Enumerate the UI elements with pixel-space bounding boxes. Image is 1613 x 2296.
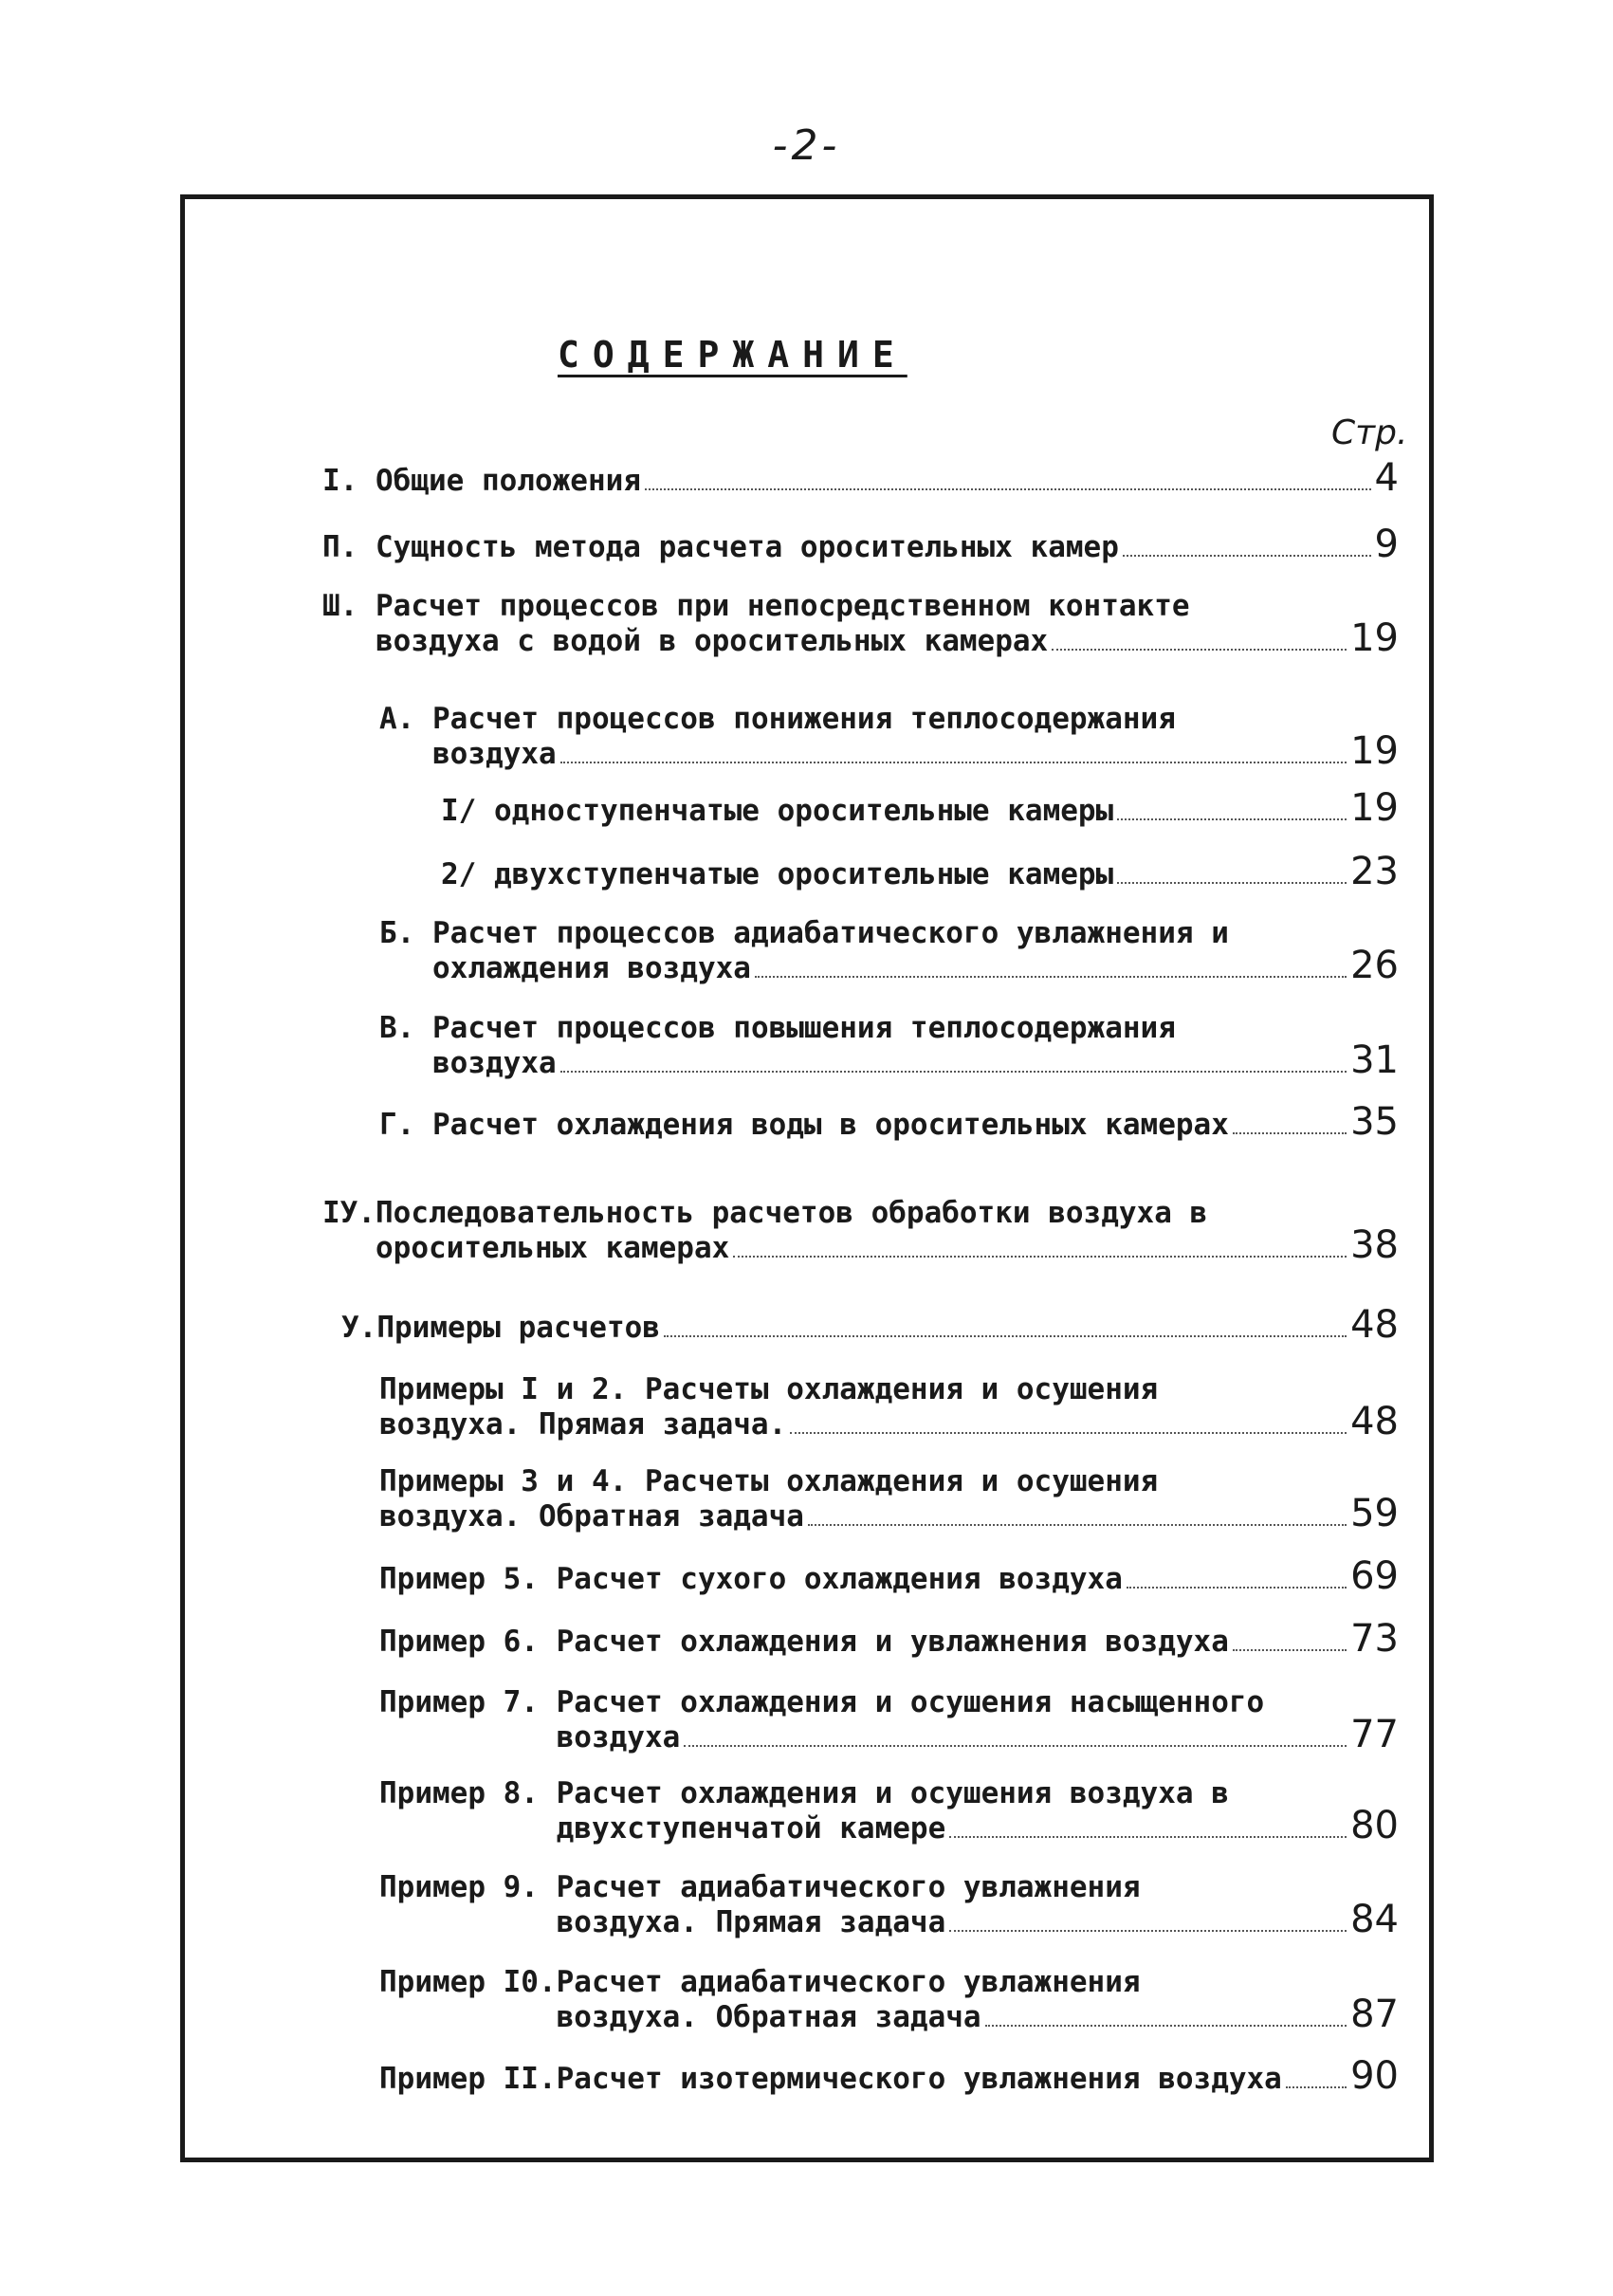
toc-entry-number: Пример I0. (379, 1965, 557, 1999)
toc-entry (441, 850, 1399, 893)
toc-entry-page: 19 (1350, 616, 1399, 660)
toc-entry-page: 4 (1374, 456, 1399, 500)
dot-leader (1123, 555, 1371, 557)
toc-entry (379, 1011, 1399, 1082)
toc-entry-number: I. (322, 464, 376, 498)
toc-entry-page: 77 (1350, 1713, 1399, 1756)
dot-leader (808, 1524, 1347, 1526)
dot-leader (684, 1745, 1347, 1747)
toc-entry-number: Б. (379, 916, 432, 950)
dot-leader (733, 1256, 1347, 1258)
toc-entry-title-line: Примеры расчетов (376, 1311, 660, 1345)
toc-entry-title-line: Расчет процессов повышения теплосодержания (432, 1011, 1176, 1045)
page-number: -2- (772, 121, 841, 170)
toc-entry (322, 456, 1399, 500)
toc-entry-number: Пример 7. (379, 1685, 557, 1719)
toc-entry-page: 19 (1350, 786, 1399, 830)
toc-entry (441, 786, 1399, 830)
toc-entry (379, 1870, 1399, 1941)
toc-entry-page: 31 (1350, 1038, 1399, 1082)
dot-leader (664, 1335, 1347, 1337)
toc-entry-number: Ш. (322, 589, 376, 623)
toc-entry-number: IУ. (322, 1196, 376, 1230)
toc-entry-number: Пример II. (379, 2062, 557, 2096)
dot-leader (1117, 818, 1347, 820)
toc-entry-title-line: воздуха. Обратная задача (556, 2000, 981, 2034)
dot-leader (790, 1432, 1347, 1434)
dot-leader (560, 1071, 1347, 1073)
toc-entry (379, 702, 1399, 773)
toc-entry (379, 1373, 1399, 1441)
toc-entry-number: Пример 8. (379, 1776, 557, 1810)
toc-entry (379, 1465, 1399, 1533)
toc-entry-title-line: Общие положения (376, 464, 641, 498)
dot-leader (1052, 649, 1347, 651)
toc-entry-page: 59 (1350, 1492, 1399, 1535)
toc-entry-page: 48 (1350, 1400, 1399, 1443)
toc-entry-title-line: воздуха. Обратная задача (379, 1499, 804, 1534)
toc-entry-number: Пример 9. (379, 1870, 557, 1904)
toc-entry-title-line: Расчет охлаждения и осушения воздуха в (556, 1776, 1229, 1810)
toc-entry (379, 1777, 1399, 1845)
toc-entry-title-line: Расчет охлаждения и осушения насыщенного (556, 1685, 1265, 1719)
toc-entry-number: А. (379, 702, 432, 736)
toc-entry-title-line: Расчет сухого охлаждения воздуха (556, 1562, 1123, 1596)
toc-entry-title-line: Примеры 3 и 4. Расчеты охлаждения и осушения (379, 1464, 1159, 1498)
toc-entry-page: 9 (1374, 523, 1399, 566)
dot-leader (1117, 882, 1347, 884)
toc-entry-page: 23 (1350, 850, 1399, 893)
toc-entry-title-line: воздуха. Прямая задача. (379, 1407, 787, 1442)
toc-entry-title-line: воздуха. Прямая задача (556, 1905, 946, 1939)
dot-leader (645, 488, 1371, 490)
toc-entry-title-line: Расчет охлаждения и увлажнения воздуха (556, 1625, 1229, 1659)
toc-entry-number: В. (379, 1011, 432, 1045)
toc-entry-title-line: Расчет процессов понижения теплосодержания (432, 702, 1176, 736)
toc-entry-page: 38 (1350, 1223, 1399, 1267)
toc-entry-page: 19 (1350, 729, 1399, 773)
toc-entry (379, 1617, 1399, 1661)
dot-leader (985, 2025, 1347, 2027)
toc-entry (322, 1196, 1399, 1267)
toc-entry (379, 1965, 1399, 2036)
toc-entry (379, 1554, 1399, 1598)
toc-entry-page: 80 (1350, 1804, 1399, 1847)
toc-title: СОДЕРЖАНИЕ (558, 334, 907, 376)
toc-entry-page: 69 (1350, 1554, 1399, 1598)
toc-entry-page: 84 (1350, 1898, 1399, 1941)
toc-entry-title-line: одноступенчатые оросительные камеры (494, 794, 1114, 828)
toc-entry-number: I/ (441, 794, 494, 828)
dot-leader (1127, 1587, 1347, 1589)
toc-entry-title-line: Расчет изотермического увлажнения воздуха (556, 2062, 1282, 2096)
toc-entry-title-line: воздуха (432, 1046, 557, 1080)
toc-entry (379, 1100, 1399, 1144)
toc-entry-page: 26 (1350, 944, 1399, 987)
toc-entry-title-line: Расчет адиабатического увлажнения (556, 1965, 1141, 1999)
toc-entry-title-line: воздуха с водой в оросительных камерах (376, 624, 1049, 658)
toc-entry-number: П. (322, 530, 376, 564)
toc-entry (322, 589, 1399, 660)
toc-entry-title-line: Расчет охлаждения воды в оросительных камерах (432, 1108, 1229, 1142)
toc-entry-number: У. (341, 1311, 377, 1345)
dot-leader (755, 976, 1347, 978)
toc-entry (379, 916, 1399, 987)
toc-entry (341, 1303, 1399, 1347)
toc-entry-page: 35 (1350, 1100, 1399, 1144)
toc-entry-title-line: двухступенчатой камере (556, 1811, 946, 1846)
toc-entry-title-line: охлаждения воздуха (432, 951, 751, 985)
page-column-label: Стр. (1331, 413, 1408, 452)
toc-entry-page: 90 (1350, 2054, 1399, 2098)
dot-leader (1233, 1132, 1347, 1134)
toc-entry-page: 87 (1350, 1993, 1399, 2036)
toc-entry-number: 2/ (441, 857, 494, 891)
toc-entry-title-line: воздуха (432, 737, 557, 771)
toc-entry-title-line: двухступенчатые оросительные камеры (494, 857, 1114, 891)
toc-entry-title-line: Последовательность расчетов обработки воздуха в (376, 1196, 1208, 1230)
toc-entry-number: Г. (379, 1108, 432, 1142)
toc-entry-number: Пример 5. (379, 1562, 557, 1596)
toc-entry-number: Пример 6. (379, 1625, 557, 1659)
toc-entry-title-line: Примеры I и 2. Расчеты охлаждения и осушения (379, 1372, 1159, 1406)
dot-leader (560, 762, 1347, 763)
dot-leader (949, 1930, 1347, 1932)
toc-entry-page: 48 (1350, 1303, 1399, 1347)
dot-leader (1286, 2086, 1347, 2088)
toc-entry (379, 1686, 1399, 1754)
toc-entry-title-line: Сущность метода расчета оросительных камер (376, 530, 1119, 564)
toc-entry-title-line: Расчет процессов адиабатического увлажнения и (432, 916, 1229, 950)
toc-entry-title-line: оросительных камерах (376, 1231, 730, 1265)
toc-entry-title-line: воздуха (556, 1720, 681, 1754)
toc-entry-title-line: Расчет адиабатического увлажнения (556, 1870, 1141, 1904)
toc-entry-title-line: Расчет процессов при непосредственном контакте (376, 589, 1190, 623)
toc-entry (322, 523, 1399, 566)
toc-entry-page: 73 (1350, 1617, 1399, 1661)
dot-leader (949, 1836, 1347, 1838)
toc-entry (379, 2054, 1399, 2098)
dot-leader (1233, 1649, 1347, 1651)
